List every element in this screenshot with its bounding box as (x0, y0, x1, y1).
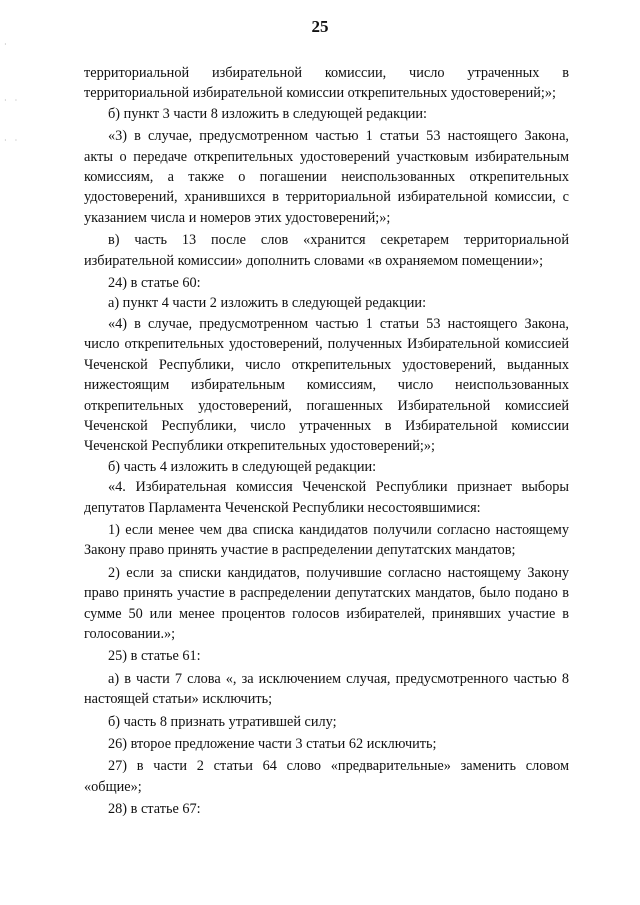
paragraph: территориальной избирательной комиссии, число утраченных в территориальной избирательной комиссии открепительных удостоверений;»; (84, 65, 569, 102)
paragraph: 26) второе предложение части 3 статьи 62 исключить; (108, 736, 437, 752)
paragraph: а) в части 7 слова «, за исключением случая, предусмотренного частью 8 настоящей статьи» исключить; (84, 670, 569, 708)
paragraph: «4) в случае, предусмотренном частью 1 статьи 53 настоящего Закона, число открепительных удостоверений, полученных Избирательной комиссией Чеченской Республики, число открепительных удостоверений, выданных нижестоящим избирательным комиссиям, число неиспользованных открепительных удостоверений, погашенных Избирательной комиссией Чеченской Республики, число утраченных в Избирательной комиссии Чеченской Республики открепительных удостоверений;»; (84, 315, 569, 455)
paragraph: 27) в части 2 статьи 64 слово «предварительные» заменить словом «общие»; (84, 758, 569, 795)
paragraph: в) часть 13 после слов «хранится секретарем территориальной избирательной комиссии» дополнить словами «в охраняемом помещении»; (84, 232, 569, 269)
paragraph: «4. Избирательная комиссия Чеченской Республики признает выборы депутатов Парламента Чеченской Республики несостоявшимися: (84, 479, 569, 516)
page-number: 25 (311, 17, 329, 36)
paragraph: б) часть 8 признать утратившей силу; (108, 713, 337, 730)
paragraph: 2) если за списки кандидатов, получившие согласно настоящему Закону право принять участие в распределении депутатских мандатов, было подано в сумме 50 или менее процентов голосов избирателей, принявших участие в голосовании.»; (84, 564, 569, 642)
paragraph: б) часть 4 изложить в следующей редакции: (108, 458, 377, 475)
paragraph: 25) в статье 61: (108, 648, 201, 665)
paragraph: 1) если менее чем два списка кандидатов получили согласно настоящему Закону право принять участие в распределении депутатских мандатов; (84, 521, 569, 559)
paragraph: 28) в статье 67: (108, 801, 201, 818)
margin-speck: · · (4, 96, 21, 105)
document-body (84, 63, 569, 820)
paragraph: 24) в статье 60: (108, 275, 201, 292)
paragraph: «3) в случае, предусмотренном частью 1 статьи 53 настоящего Закона, акты о передаче открепительных удостоверений участковым избирательным комиссиям, а также о погашении неиспользованных открепительных удостоверений, хранившихся в территориальной избирательной комиссии, с указанием числа и номеров этих удостоверений;»; (84, 128, 569, 226)
margin-speck: · · (4, 136, 21, 145)
paragraph: б) пункт 3 части 8 изложить в следующей редакции: (108, 105, 427, 122)
paragraph: а) пункт 4 части 2 изложить в следующей редакции: (108, 295, 427, 312)
margin-speck: · (4, 40, 10, 49)
